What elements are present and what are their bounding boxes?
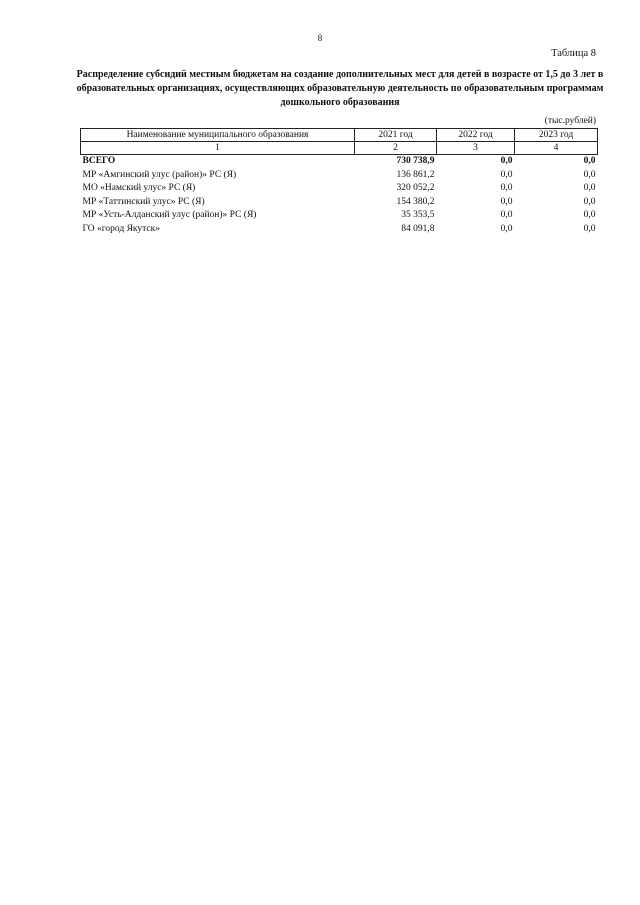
value-2023: 0,0 <box>583 196 596 207</box>
table-row <box>81 182 598 196</box>
table-row <box>81 223 598 237</box>
table-row <box>81 196 598 210</box>
header-row <box>81 129 598 142</box>
value-2021: 35 353,5 <box>401 210 435 220</box>
municipality-name: МР «Усть-Алданский улус (район)» РС (Я) <box>82 210 257 220</box>
municipality-name: МР «Таттинский улус» РС (Я) <box>82 196 205 207</box>
value-2021: 154 380,2 <box>396 196 435 207</box>
column-number: 1 <box>81 142 355 155</box>
municipality-name: ГО «город Якутск» <box>82 223 161 234</box>
value-2022: 0,0 <box>500 156 513 166</box>
table-row <box>81 209 598 223</box>
table-label: Таблица 8 <box>551 48 596 59</box>
column-number: 2 <box>355 142 437 155</box>
municipality-name: МР «Амгинский улус (район)» РС (Я) <box>82 169 237 180</box>
table-row-total <box>81 155 598 169</box>
value-2022: 0,0 <box>500 169 513 180</box>
header-2022: 2022 год <box>437 129 515 142</box>
value-2021: 730 738,9 <box>396 156 435 166</box>
value-2023: 0,0 <box>583 210 596 220</box>
value-2023: 0,0 <box>583 223 596 234</box>
column-number: 4 <box>515 142 598 155</box>
municipality-name: МО «Намский улус» РС (Я) <box>82 183 196 193</box>
value-2023: 0,0 <box>583 183 596 193</box>
value-2022: 0,0 <box>500 196 513 207</box>
header-2021: 2021 год <box>355 129 437 142</box>
column-number-row <box>81 142 598 155</box>
table-row <box>81 169 598 183</box>
value-2021: 84 091,8 <box>401 223 435 234</box>
units-label: (тыс.рублей) <box>544 116 596 126</box>
column-number: 3 <box>437 142 515 155</box>
value-2022: 0,0 <box>500 223 513 234</box>
subsidy-table <box>80 128 598 236</box>
page-number: 8 <box>317 33 323 43</box>
value-2022: 0,0 <box>500 210 513 220</box>
municipality-name: ВСЕГО <box>82 156 116 166</box>
document-title: Распределение субсидий местным бюджетам на создание дополнительных мест для детей в возрасте от 1,5 до 3 лет в образовательных организациях, осуществляющих образовательную деятельность по образовательным программам дошкольного образования <box>76 69 604 108</box>
value-2023: 0,0 <box>583 169 596 180</box>
value-2023: 0,0 <box>583 156 596 166</box>
value-2021: 136 861,2 <box>396 169 435 180</box>
header-2023: 2023 год <box>515 129 598 142</box>
header-municipality: Наименование муниципального образования <box>81 129 355 142</box>
value-2022: 0,0 <box>500 183 513 193</box>
value-2021: 320 052,2 <box>396 183 435 193</box>
